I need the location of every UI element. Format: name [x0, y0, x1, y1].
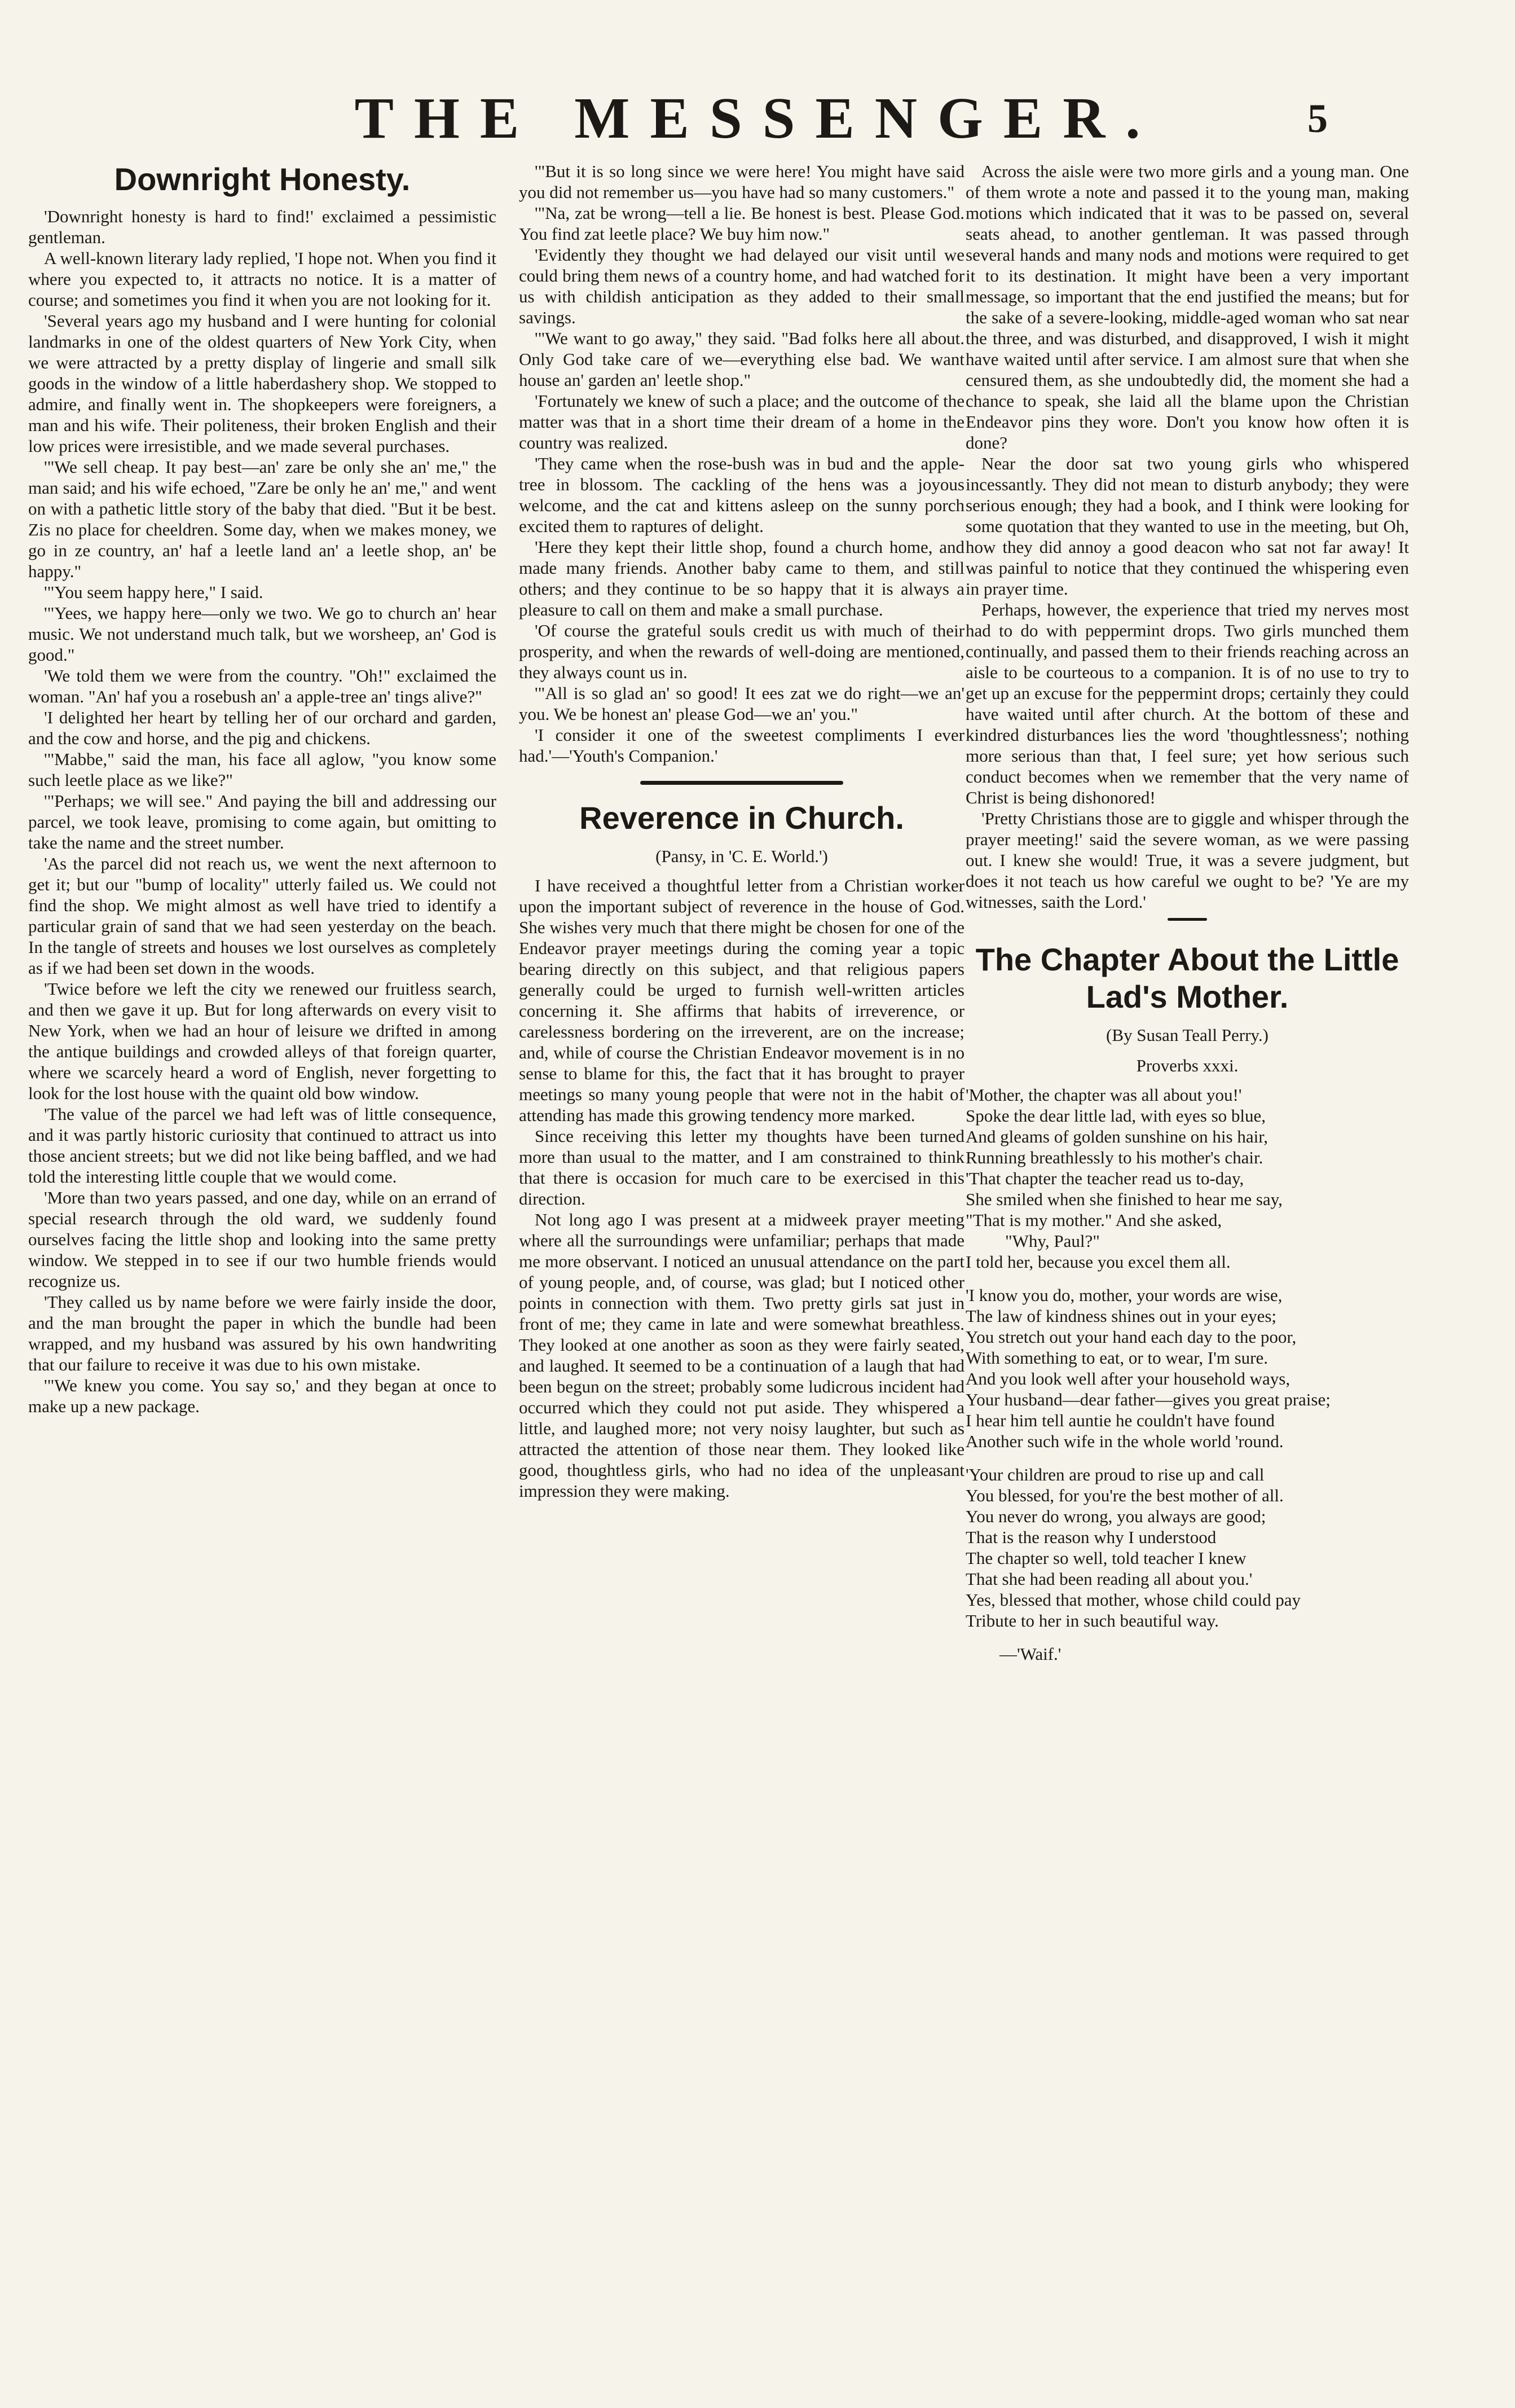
- article-paragraph: '"We want to go away," they said. "Bad folks here all about. Only God take care of we—everything else bad. We want house an' garden an' leetle shop.": [519, 328, 965, 390]
- poem-line: "Why, Paul?": [1005, 1231, 1100, 1251]
- poem-line: "That is my mother." And she asked,: [966, 1210, 1222, 1230]
- article-paragraph: A well-known literary lady replied, 'I hope not. When you find it where you expected to, it attracts no notice. It is a matter of course; and sometimes you find it when you are not looking for it.: [28, 248, 496, 310]
- article-paragraph: '"Mabbe," said the man, his face all aglow, "you know some such leetle place as we like?": [28, 749, 496, 790]
- article-paragraph: 'Several years ago my husband and I were hunting for colonial landmarks in one of the oldest quarters of New York City, when we were attracted by a pretty display of lingerie and small silk goods in the window of a little haberdashery shop. We stopped to admire, and finally went in. The shopkeepers were foreigners, a man and his wife. Their politeness, their broken English and their low prices were irresistible, and we made several purchases.: [28, 311, 496, 456]
- article-paragraph: I have received a thoughtful letter from a Christian worker upon the important subject of reverence in the house of God. She wishes very much that there might be chosen for one of the Endeavor prayer meetings during the coming year a topic bearing directly on this subject, and that religious papers generally could be urged to furnish well-written articles concerning it. She affirms that habits of irreverence, or carelessness bordering on the irreverent, are on the increase; and, while of course the Christian Endeavor movement is in no sense to blame for this, the fact that it has brought to prayer meetings so many young people that were not in the habit of attending has made this growing tendency more marked.: [519, 876, 965, 1125]
- article-paragraph: 'Of course the grateful souls credit us with much of their prosperity, and when the rewards of well-doing are mentioned, they always count us in.: [519, 621, 965, 682]
- poem-line: You blessed, for you're the best mother of all.: [966, 1486, 1284, 1505]
- poem-line: And gleams of golden sunshine on his hair,: [966, 1127, 1269, 1146]
- poem-line: Spoke the dear little lad, with eyes so blue,: [966, 1106, 1266, 1126]
- article-byline: (By Susan Teall Perry.): [1106, 1025, 1269, 1045]
- article-paragraph: '"But it is so long since we were here! You might have said you did not remember us—you have had so many customers.": [519, 161, 965, 202]
- poem-line: And you look well after your household ways,: [966, 1369, 1291, 1388]
- scripture-reference: Proverbs xxxi.: [1136, 1056, 1239, 1075]
- article-paragraph: Near the door sat two young girls who whispered incessantly. They did not mean to disturb anybody; they were serious enough; they had a book, and I think were looking for some quotation that they wanted to use in the meeting, but Oh, how they did annoy a good deacon who sat not far away! It was painful to notice that they continued the whispering even in prayer time.: [966, 454, 1409, 599]
- article-paragraph: 'We told them we were from the country. "Oh!" exclaimed the woman. "An' haf you a rosebush an' a apple-tree an' tings alive?": [28, 666, 496, 706]
- article-paragraph: '"You seem happy here," I said.: [44, 582, 263, 602]
- article-paragraph: 'More than two years passed, and one day, while on an errand of special research through the old ward, we suddenly found ourselves facing the little shop and looking into the same pretty window. We stepped in to see if our two humble friends would recognize us.: [28, 1188, 496, 1291]
- article-paragraph: Since receiving this letter my thoughts have been turned more than usual to the matter, and I am constrained to think that there is occasion for much care to be exercised in this direction.: [519, 1126, 965, 1209]
- article-paragraph: 'Fortunately we knew of such a place; and the outcome of the matter was that in a short time their dream of a home in the country was realized.: [519, 391, 965, 452]
- poem-line: Running breathlessly to his mother's chair.: [966, 1148, 1263, 1167]
- article-paragraph: '"Yees, we happy here—only we two. We go to church an' hear music. We not understand much talk, but we worsheep, an' God is good.": [28, 603, 496, 665]
- page-number: 5: [1307, 96, 1328, 141]
- article-paragraph: '"Perhaps; we will see." And paying the bill and addressing our parcel, we took leave, promising to come again, but omitting to take the name and the street number.: [28, 791, 496, 853]
- article-paragraph: Not long ago I was present at a midweek prayer meeting where all the surroundings were unfamiliar; perhaps that made me more observant. I noticed an unusual attendance on the part of young people, and, of course, was glad; but I noticed other points in connection with them. Two pretty girls sat just in front of me; they came in late and were somewhat breathless. They looked at one another as soon as they were fairly seated, and laughed. It seemed to be a continuation of a laugh that had been begun on the street; probably some ludicrous incident had occurred which they could not put aside. They whispered a little, and laughed more; not very noisy laughter, but such as attracted the attention of those near them. They looked like good, thoughtless girls, who had no idea of the unpleasant impression they were making.: [519, 1210, 965, 1501]
- poem-line: I hear him tell auntie he couldn't have found: [966, 1410, 1275, 1430]
- poem-line: With something to eat, or to wear, I'm sure.: [966, 1348, 1268, 1368]
- section-divider: [640, 781, 843, 785]
- poem-credit: —'Waif.': [999, 1644, 1062, 1664]
- poem-line: 'I know you do, mother, your words are wise,: [966, 1285, 1283, 1305]
- poem-line: I told her, because you excel them all.: [966, 1252, 1231, 1272]
- poem-line: That is the reason why I understood: [966, 1527, 1217, 1547]
- poem-line: She smiled when she finished to hear me say,: [966, 1189, 1283, 1209]
- poem-line: You stretch out your hand each day to the poor,: [966, 1327, 1297, 1347]
- article-headline: The Chapter About the Little Lad's Mother.: [975, 942, 1399, 1014]
- article-paragraph: 'They called us by name before we were fairly inside the door, and the man brought the paper in which the bundle had been wrapped, and my husband was assured by his own handwriting that our failure to receive it was due to his own mistake.: [28, 1292, 496, 1374]
- poem-line: The chapter so well, told teacher I knew: [966, 1548, 1247, 1568]
- article-byline: (Pansy, in 'C. E. World.'): [655, 846, 828, 866]
- poem-line: The law of kindness shines out in your eyes;: [966, 1306, 1277, 1326]
- poem-line: That she had been reading all about you.': [966, 1569, 1253, 1589]
- article-paragraph: Perhaps, however, the experience that tried my nerves most had to do with peppermint drops. Two girls munched them continually, and passed them to their friends reaching across an aisle to be courteous to a companion. It is of no use to try to get up an excuse for the peppermint drops; certainly they could have waited until after church. At the bottom of these and kindred disturbances lies the word 'thoughtlessness'; nothing more serious than that, I feel sure; yet how serious such conduct becomes when we remember that the very name of Christ is being dishonored!: [966, 600, 1409, 807]
- masthead: [0, 85, 1515, 158]
- column-1: [28, 161, 496, 1417]
- article-paragraph: 'Twice before we left the city we renewed our fruitless search, and then we gave it up. But for long afterwards on every visit to New York, when we had an hour of leisure we drifted in among the antique buildings and crowded alleys of that foreign quarter, where we scarcely heard a word of English, never forgetting to look for the lost house with the quaint old bow window.: [28, 979, 496, 1103]
- masthead-title: THE MESSENGER.: [354, 86, 1161, 151]
- poem-line: 'Your children are proud to rise up and call: [966, 1465, 1265, 1484]
- article-headline: Downright Honesty.: [114, 161, 411, 197]
- article-paragraph: 'As the parcel did not reach us, we went the next afternoon to get it; but our "bump of locality" utterly failed us. We could not find the shop. We might almost as well have tried to identify a particular grain of sand that we had seen yesterday on the beach. In the tangle of streets and houses we lost ourselves as completely as if we had been set down in the woods.: [28, 854, 496, 978]
- poem-line: Another such wife in the whole world 'round.: [966, 1431, 1284, 1451]
- poem-stanza: [966, 1285, 1409, 1452]
- article-paragraph: '"Na, zat be wrong—tell a lie. Be honest is best. Please God. You find zat leetle place? We buy him now.": [519, 203, 965, 244]
- article-paragraph: 'They came when the rose-bush was in bud and the apple-tree in blossom. The cackling of the hens was a joyous welcome, and the cat and kittens asleep on the sunny porch excited them to raptures of delight.: [519, 454, 965, 536]
- article-paragraph: '"All is so glad an' so good! It ees zat we do right—we an' you. We be honest an' please God—we an' you.": [519, 683, 965, 724]
- article-paragraph: Across the aisle were two more girls and a young man. One of them wrote a note and passed it to the young man, making motions which indicated that it was to be passed on, several seats ahead, to another gentleman. It was passed through several hands and many nods and motions were required to get it to its destination. It might have been a very important message, so important that the end justified the means; but for the sake of a severe-looking, middle-aged woman who sat near the three, and was disturbed, and disapproved, I wish it might have waited until after service. I am almost sure that when she censured them, as she undoubtedly did, the moment she had a chance to speak, she laid all the blame upon the Christian Endeavor pins they wore. Don't you know how often it is done?: [966, 161, 1409, 452]
- article-paragraph: 'I delighted her heart by telling her of our orchard and garden, and the cow and horse, and the pig and chickens.: [28, 708, 496, 748]
- article-paragraph: '"We knew you come. You say so,' and they began at once to make up a new package.: [28, 1376, 496, 1416]
- poem-line: Tribute to her in such beautiful way.: [966, 1611, 1219, 1631]
- article-paragraph: 'Downright honesty is hard to find!' exclaimed a pessimistic gentleman.: [28, 206, 496, 247]
- poem-line: Yes, blessed that mother, whose child could pay: [966, 1590, 1301, 1610]
- poem-stanza: [966, 1464, 1409, 1631]
- column-2: [519, 161, 965, 1501]
- poem-line: 'That chapter the teacher read us to-day,: [966, 1168, 1244, 1188]
- article-paragraph: '"We sell cheap. It pay best—an' zare be only she an' me," the man said; and his wife echoed, "Zare be only he an' me," and went on with a pathetic little story of the baby that died. "But it be best. Zis no place for cheeldren. Some day, when we makes money, we go in ze country, an' haf a leetle land an' a leetle shop, an' be happy.": [28, 457, 496, 581]
- article-paragraph: 'Evidently they thought we had delayed our visit until we could bring them news of a country home, and had watched for us with childish anticipation as they added to their small savings.: [519, 245, 965, 327]
- poem-line: 'Mother, the chapter was all about you!': [966, 1085, 1242, 1105]
- section-divider: [1168, 918, 1207, 921]
- article-paragraph: 'I consider it one of the sweetest compliments I ever had.'—'Youth's Companion.': [519, 725, 965, 766]
- article-paragraph: 'Pretty Christians those are to giggle and whisper through the prayer meeting!' said the severe woman, as we were passing out. I knew she would! True, it was a severe judgment, but does it not teach us how careful we ought to be? 'Ye are my witnesses, saith the Lord.': [966, 808, 1409, 912]
- poem-line: You never do wrong, you always are good;: [966, 1506, 1266, 1526]
- article-paragraph: 'Here they kept their little shop, found a church home, and made many friends. Another baby came to them, and still others; and they continue to be so happy that it is always a pleasure to call on them and make a small purchase.: [519, 537, 965, 619]
- poem: [966, 1084, 1409, 1664]
- poem-line: Your husband—dear father—gives you great praise;: [966, 1390, 1331, 1409]
- article-headline: Reverence in Church.: [579, 800, 904, 836]
- column-3: [966, 161, 1409, 1664]
- poem-stanza: [966, 1084, 1409, 1272]
- article-paragraph: 'The value of the parcel we had left was of little consequence, and it was partly historic curiosity that continued to attract us into those ancient streets; but we did not like being baffled, and we had told the interesting little couple that we would come.: [28, 1104, 496, 1187]
